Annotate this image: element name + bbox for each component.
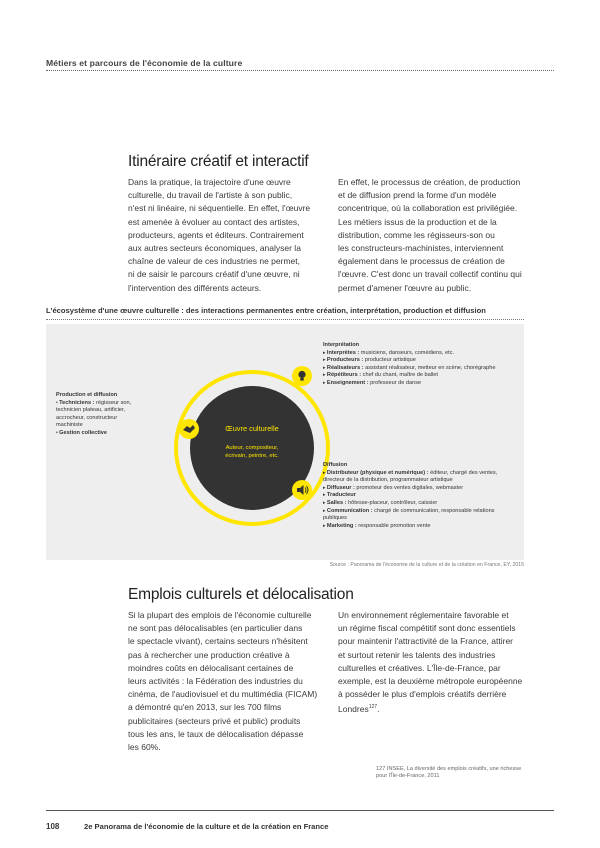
diffusion-item: ▸ Marketing : responsable promotion vente xyxy=(323,523,518,531)
speaker-icon xyxy=(292,480,312,500)
diffusion-item: ▸ Traducteur xyxy=(323,492,518,500)
section2-col1-text: Si la plupart des emplois de l'économie culturelle ne sont pas délocalisables (en particulier dans le spectacle vivant), certains secteurs n'hésitent pas à rechercher une production créative à moindres coûts en délocalisant certaines de leurs activités : la Fédération des industries du cinéma, de l'audiovisuel et du multimédia (FICAM) a démontré qu'en 2013, sur les 700 films publicitaires (secteurs privé et public) produits tous les ans, le taux de délocalisation dépasse les 60%. xyxy=(128,610,318,753)
center-title: Œuvre culturelle xyxy=(225,424,279,433)
section1-col1-text: Dans la pratique, la trajectoire d'une œuvre culturelle, du travail de l'artiste à son public, n'est ni linéaire, ni séquentielle. En effet, l'œuvre est amenée à évoluer au contact des artistes, producteurs, agents et éditeurs. Contrairement aux autres secteurs économiques, analyser la chaîne de valeur de ces industries ne permet, ni de saisir le parcours créatif d'une œuvre, ni l'intervention des différents acteurs. xyxy=(128,177,311,293)
diagram-background xyxy=(46,324,524,560)
interpretation-item: ▸ Répétiteurs : chef du chant, maître de ballet xyxy=(323,372,513,380)
diffusion-block xyxy=(323,462,518,530)
production-item: • Gestion collective xyxy=(56,430,142,438)
diffusion-item: ▸ Communication : chargé de communication, responsable relations publiques xyxy=(323,508,518,523)
diffusion-title: Diffusion xyxy=(323,462,348,468)
section-title-emplois: Emplois culturels et délocalisation xyxy=(128,586,354,603)
production-block xyxy=(56,392,142,438)
diffusion-item: ▸ Diffuseur : promoteur des ventes digitales, webmaster xyxy=(323,485,518,493)
footnote: 127 INSEE, La diversité des emplois créatifs, une richesse pour l'Île-de-France, 2011 xyxy=(376,766,522,780)
interpretation-item: ▸ Interprètes : musiciens, danseurs, comédiens, etc. xyxy=(323,350,513,358)
center-subtitle: Auteur, compositeur, écrivain, peintre, etc. xyxy=(225,445,279,459)
footer-title: 2e Panorama de l'économie de la culture et de la création en France xyxy=(84,822,329,831)
interpretation-item: ▸ Réalisateurs : assistant réalisateur, metteur en scène, chorégraphe xyxy=(323,365,513,373)
diffusion-item: ▸ Distributeur (physique et numérique) : éditeur, chargé des ventes, directeur de la distribution, programmateur artistique xyxy=(323,470,518,485)
interpretation-item: ▸ Producteurs : producteur artistique xyxy=(323,357,513,365)
header-rule xyxy=(46,70,554,71)
footer-rule xyxy=(46,810,554,811)
lightbulb-icon xyxy=(292,366,312,386)
section1-col1 xyxy=(128,176,333,295)
diagram-source: Source : Panorama de l'économie de la culture et de la création en France, EY, 2015 xyxy=(329,562,524,568)
interpretation-item: ▸ Enseignement : professeur de danse xyxy=(323,380,513,388)
running-header: Métiers et parcours de l'économie de la culture xyxy=(46,58,243,68)
ecosystem-diagram xyxy=(46,300,524,575)
production-item: • Techniciens : régisseur son, technicien plateau, artificier, accrocheur, constructeur machiniste xyxy=(56,400,142,430)
diagram-title: L'écosystème d'une œuvre culturelle : des interactions permanentes entre création, interprétation, production et diffusion xyxy=(46,306,524,320)
interpretation-block xyxy=(323,342,513,388)
section1-col2 xyxy=(338,176,538,295)
section-title-itineraire: Itinéraire créatif et interactif xyxy=(128,153,309,170)
production-title: Production et diffusion xyxy=(56,392,118,398)
section2-col2 xyxy=(338,609,538,716)
footnote-mark: 127 xyxy=(368,704,378,711)
section1-col2-text: En effet, le processus de création, de production et de diffusion prend la forme d'un modèle concentrique, où la collaboration est privilégiée. Les métiers issus de la production et de la distribution, comme les régisseurs-son ou les constructeurs-machinistes, interviennent également dans le processus de création de l'œuvre. C'est donc un travail collectif continu qui permet d'amener l'œuvre au public. xyxy=(338,177,522,293)
page-number: 108 xyxy=(46,822,60,831)
diffusion-item: ▸ Salles : hôtesse-placeur, contrôleur, caissier xyxy=(323,500,518,508)
handshake-icon xyxy=(179,419,199,439)
interpretation-title: Interprétation xyxy=(323,342,360,348)
section2-col1 xyxy=(128,609,333,754)
section2-col2-text: Un environnement réglementaire favorable et un régime fiscal compétitif sont donc essentiels pour maintenir l'attractivité de la France, attirer et surtout retenir les talents des industries culturelles et créatives. L'Île-de-France, par exemple, est la deuxième métropole européenne à posséder le plus d'emplois créatifs derrière Londres$^{127}$. xyxy=(338,610,523,715)
